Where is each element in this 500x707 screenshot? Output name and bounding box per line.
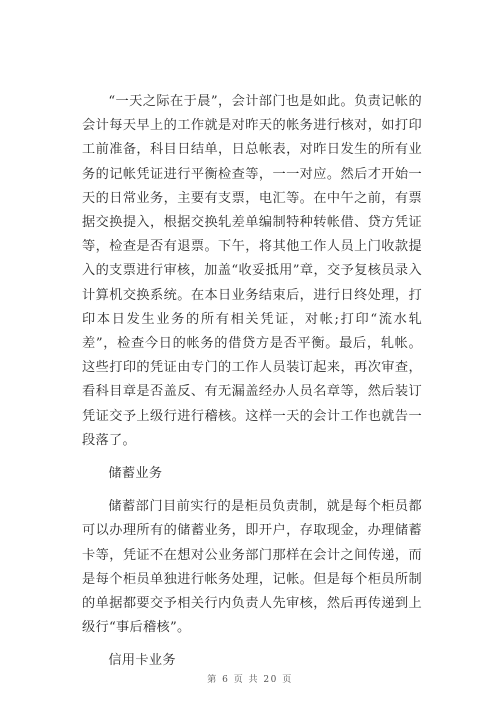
page-number-footer: 第 6 页 共 20 页: [207, 675, 293, 685]
document-body: [82, 90, 422, 674]
heading-savings-business: 储蓄业务: [108, 466, 163, 482]
heading-credit-card-business: 信用卡业务: [108, 653, 176, 669]
paragraph-savings-business: 储蓄部门目前实行的是柜员负责制，就是每个柜员都可以办理所有的储蓄业务，即开户，存取现金，办理储蓄卡等，凭证不在想对公业务部门那样在会计之间传递，而是每个柜员单独进行帐务处理，记帐。但是每个柜员所制的单据都要交予相关行内负责人先审核，然后再传递到上级行“事后稽核”。: [82, 499, 422, 636]
paragraph-accounting-daily-work: “一天之际在于晨”，会计部门也是如此。负责记帐的会计每天早上的工作就是对昨天的帐务进行核对，如打印工前准备，科目日结单，日总帐表，对昨日发生的所有业务的记帐凭证进行平衡检查等，一一对应。然后才开始一天的日常业务，主要有支票，电汇等。在中午之前，有票据交换提入，根据交换轧差单编制特种转帐借、贷方凭证等，检查是否有退票。下午，将其他工作人员上门收款提入的支票进行审核，加盖“收妥抵用”章，交予复核员录入计算机交换系统。在本日业务结束后，进行日终处理，打印本日发生业务的所有相关凭证，对帐;打印“流水轧差”，检查今日的帐务的借贷方是否平衡。最后，轧帐。这些打印的凭证由专门的工作人员装订起来，再次审查，看科目章是否盖反、有无漏盖经办人员名章等，然后装订凭证交予上级行进行稽核。这样一天的会计工作也就告一段落了。: [82, 94, 422, 448]
